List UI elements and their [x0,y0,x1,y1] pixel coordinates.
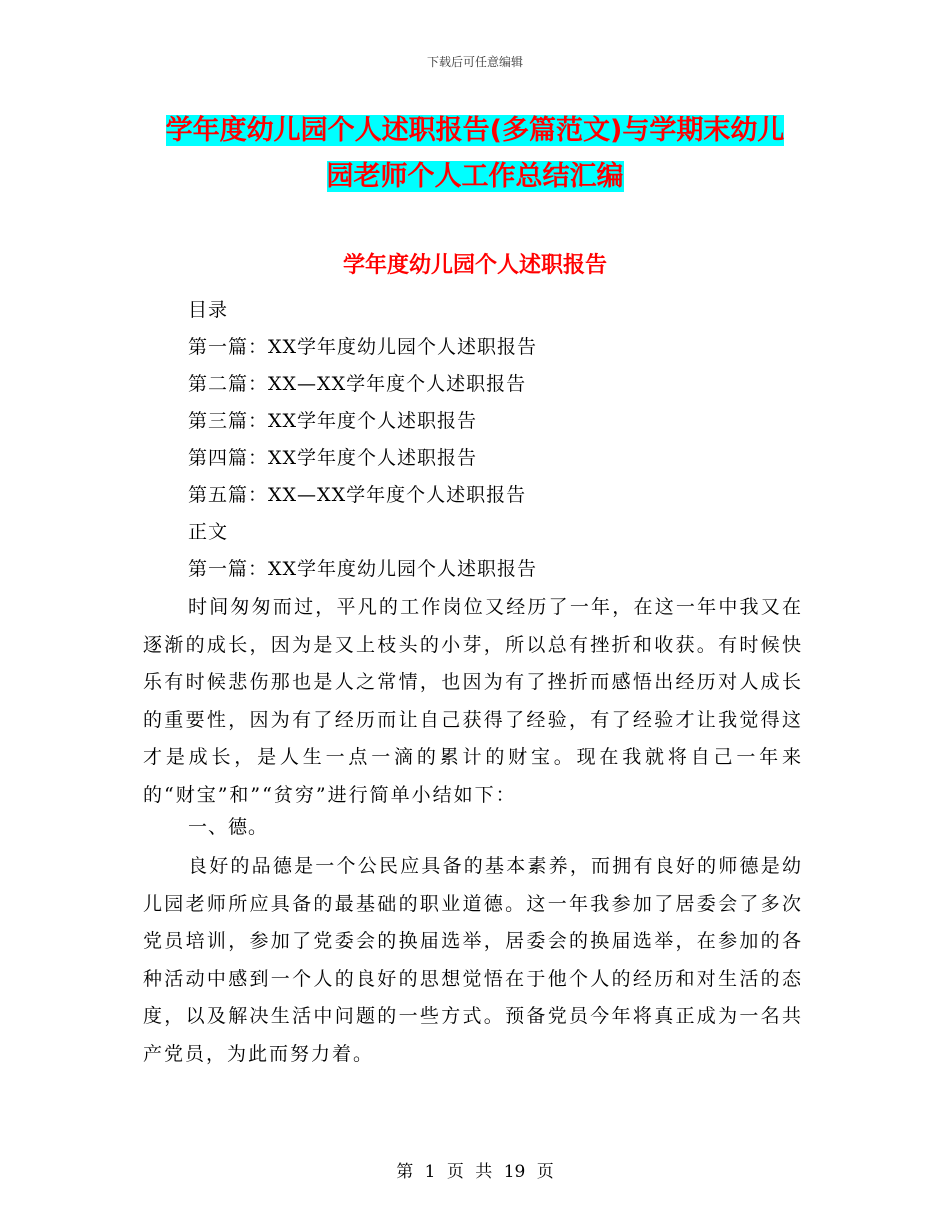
section-title: 学年度幼儿园个人述职报告 [342,253,607,278]
table-of-contents [188,292,828,588]
section-one-heading: 一、德。 [188,816,269,838]
first-article-heading: 第一篇：XX学年度幼儿园个人述职报告 [188,558,538,580]
toc-item: 第二篇：XX—XX学年度个人述职报告 [188,373,527,395]
body-label: 正文 [188,521,229,543]
intro-paragraph-block [143,589,803,814]
virtue-paragraph-block [143,848,803,1073]
toc-item: 第一篇：XX学年度幼儿园个人述职报告 [188,336,538,358]
virtue-paragraph: 良好的品德是一个公民应具备的基本素养，而拥有良好的师德是幼儿园老师所应具备的最基础的职业道德。这一年我参加了居委会了多次党员培训，参加了党委会的换届选举，居委会的换届选举，在参加的各种活动中感到一个人的良好的思想觉悟在于他个人的经历和对生活的态度，以及解决生活中问题的一些方式。预备党员今年将真正成为一名共产党员，为此而努力着。 [143,855,803,1065]
main-title-line-1: 学年度幼儿园个人述职报告(多篇范文)与学期末幼儿 [165,115,785,146]
main-title [140,108,810,200]
header-note: 下载后可任意编辑 [426,55,523,69]
toc-item: 第五篇：XX—XX学年度个人述职报告 [188,484,527,506]
toc-item: 第三篇：XX学年度个人述职报告 [188,410,478,432]
page-footer: 第 1 页 共 19 页 [396,1162,554,1182]
main-title-line-2: 园老师个人工作总结汇编 [326,161,624,192]
intro-paragraph: 时间匆匆而过，平凡的工作岗位又经历了一年，在这一年中我又在逐渐的成长，因为是又上枝头的小芽，所以总有挫折和收获。有时候快乐有时候悲伤那也是人之常情，也因为有了挫折而感悟出经历对人成长的重要性，因为有了经历而让自己获得了经验，有了经验才让我觉得这才是成长，是人生一点一滴的累计的财宝。现在我就将自己一年来的“财宝”和”“贫穷”进行简单小结如下： [143,596,803,806]
toc-heading: 目录 [188,299,229,321]
toc-item: 第四篇：XX学年度个人述职报告 [188,447,478,469]
